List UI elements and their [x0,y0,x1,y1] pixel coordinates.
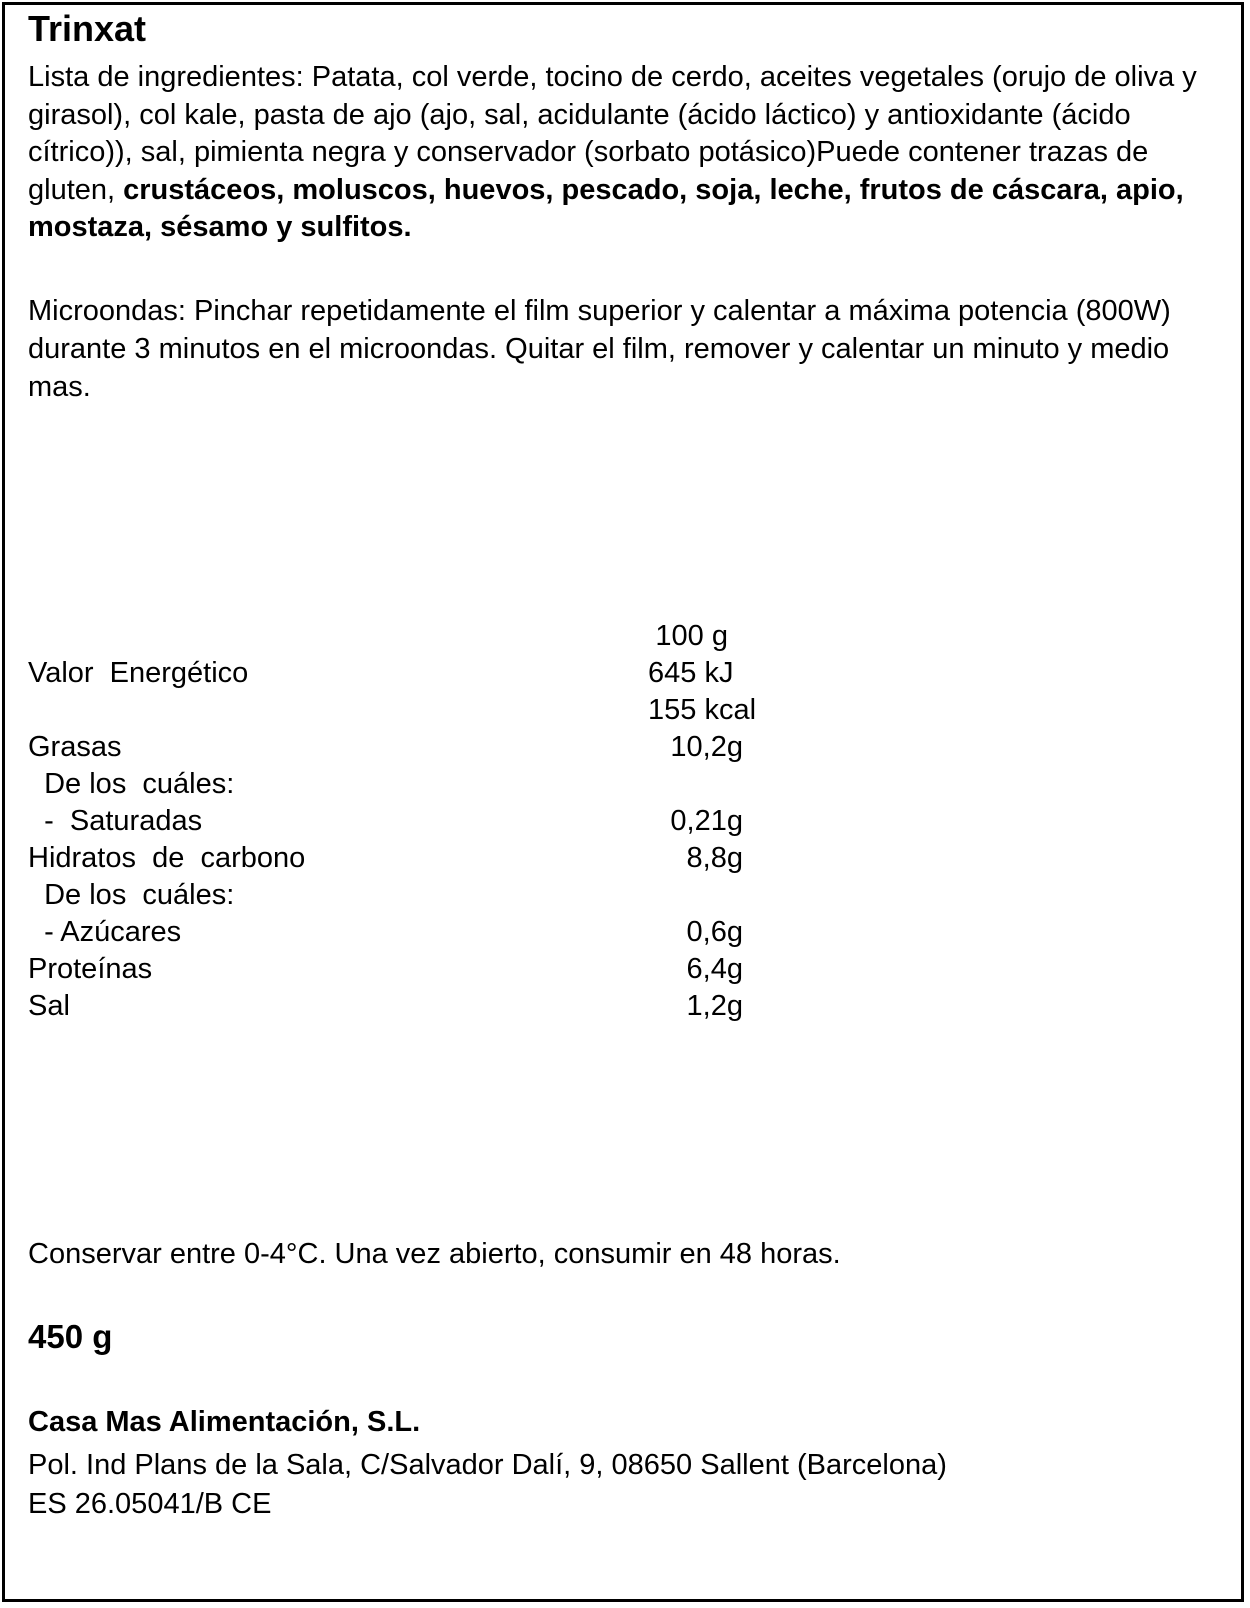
nutrition-row [28,803,788,840]
nutrition-label: - Azúcares [28,916,182,948]
nutrition-label: Sal [28,990,70,1022]
nutrition-row [28,951,788,988]
nutrition-row [28,655,788,692]
nutrition-value: 0,6g [686,916,743,948]
nutrition-value: 10,2g [670,731,743,763]
nutrition-value: 155 kcal [648,694,757,726]
nutrition-row [28,692,788,729]
nutrition-label: Valor Energético [28,657,249,689]
nutrition-value: 645 kJ [648,657,734,689]
ingredients-list [28,59,1213,247]
nutrition-value: 0,21g [670,805,743,837]
nutrition-header: 100 g [655,620,728,652]
nutrition-header-row [28,618,788,655]
nutrition-value: 1,2g [686,990,743,1022]
product-title: Trinxat [28,8,147,49]
sanitary-registry: ES 26.05041/B CE [28,1488,272,1520]
microwave-instructions: Microondas: Pinchar repetidamente el film superior y calentar a máxima potencia (800W) durante 3 minutos en el microondas. Quitar el film, remover y calentar un minuto y medio mas. [28,295,1171,403]
storage-instructions: Conservar entre 0-4°C. Una vez abierto, consumir en 48 horas. [28,1238,841,1270]
product-label [2,2,1244,1602]
nutrition-label: De los cuáles: [28,879,235,911]
company-name: Casa Mas Alimentación, S.L. [28,1406,421,1438]
nutrition-row [28,766,788,803]
nutrition-label: - Saturadas [28,805,203,837]
net-weight: 450 g [28,1318,113,1355]
nutrition-value: 8,8g [686,842,743,874]
nutrition-row [28,729,788,766]
nutrition-row [28,840,788,877]
allergens-text: crustáceos, moluscos, huevos, pescado, soja, leche, frutos de cáscara, apio, mostaza, sésamo y sulfitos. [28,173,1184,243]
nutrition-label: Hidratos de carbono [28,842,306,874]
nutrition-row [28,877,788,914]
nutrition-label: De los cuáles: [28,768,235,800]
company-address: Pol. Ind Plans de la Sala, C/Salvador Dalí, 9, 08650 Sallent (Barcelona) [28,1449,947,1481]
nutrition-label: Proteínas [28,953,153,985]
nutrition-row [28,914,788,951]
nutrition-row [28,988,788,1025]
ingredients-text: Lista de ingredientes: Patata, col verde, tocino de cerdo, aceites vegetales (orujo de oliva y girasol), col kale, pasta de ajo (ajo, sal, acidulante (ácido láctico) y antioxidante (ácido cítrico)), sal, pimienta negra y conservador (sorbato potásico)Puede contener trazas de gluten, [28,61,1197,206]
nutrition-label: Grasas [28,731,122,763]
nutrition-table [28,618,788,1025]
nutrition-value: 6,4g [686,953,743,985]
